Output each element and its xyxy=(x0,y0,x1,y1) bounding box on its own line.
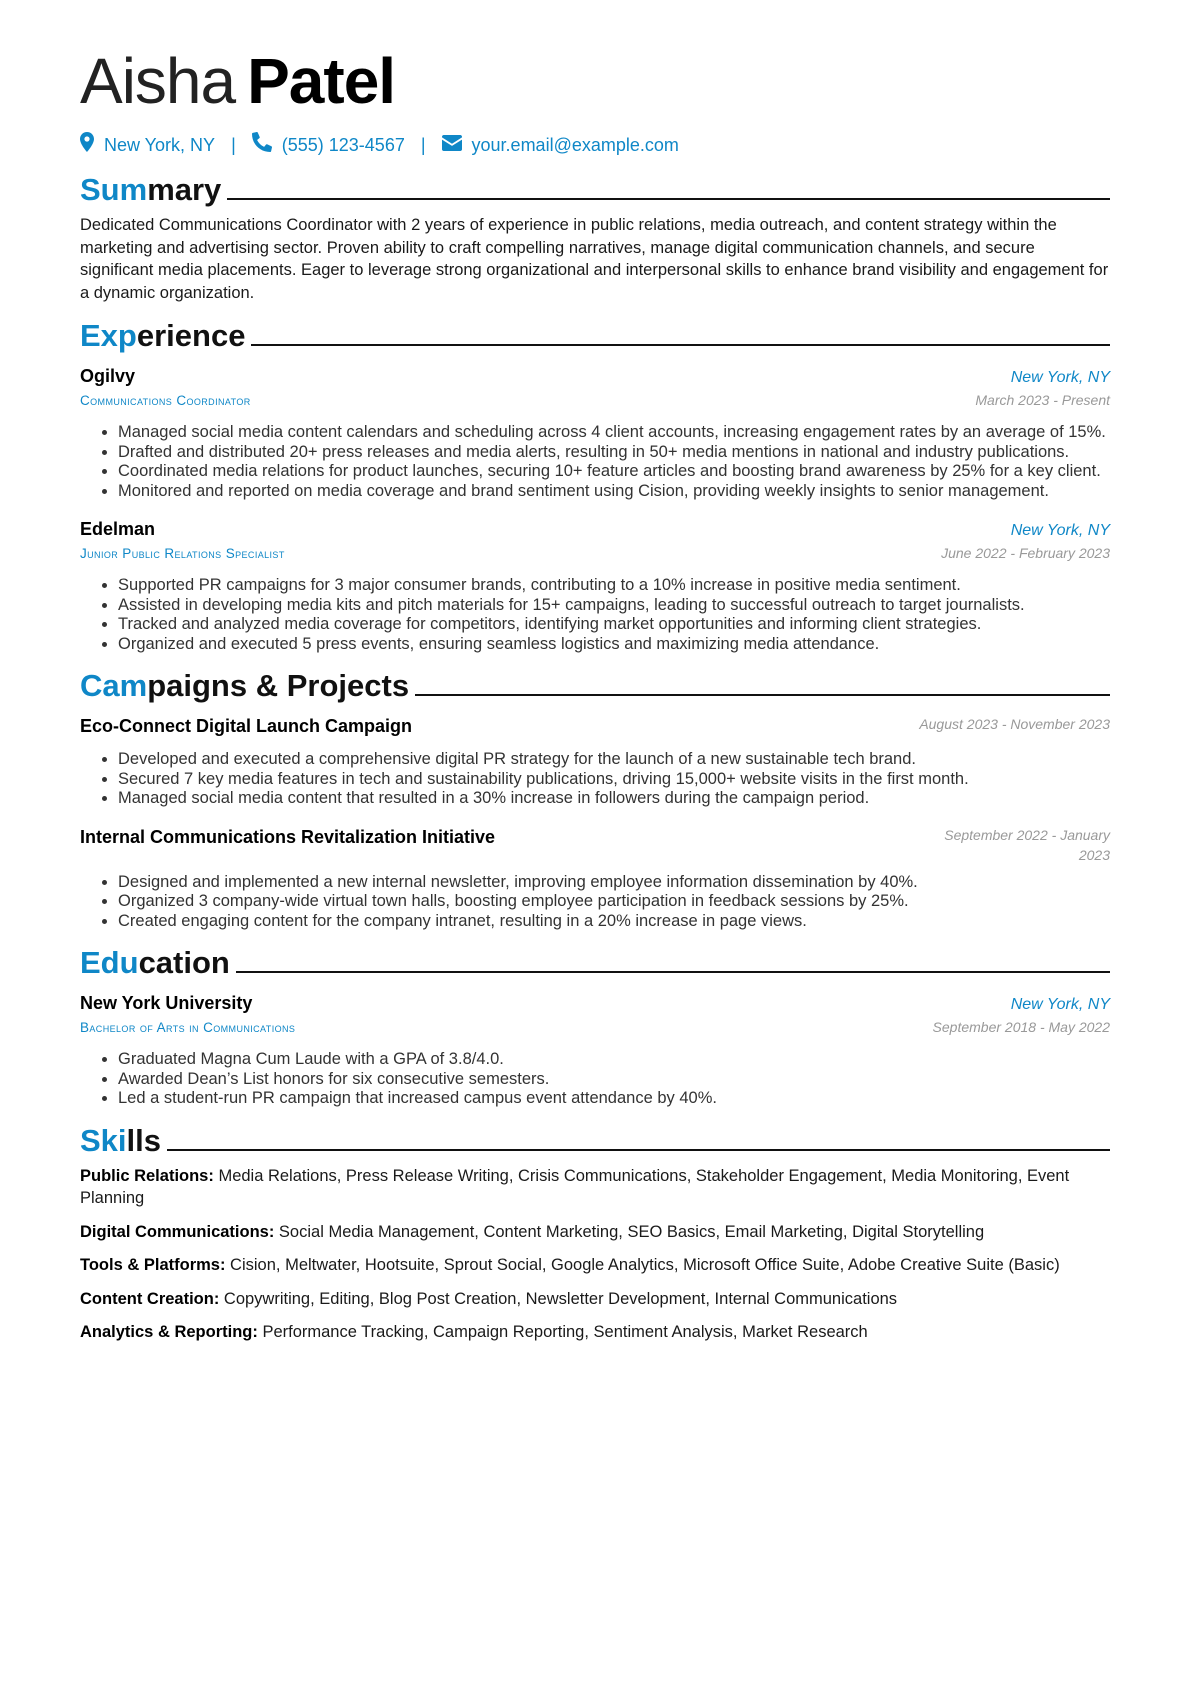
entry-location: New York, NY xyxy=(1010,522,1110,539)
skill-row: Tools & Platforms: Cision, Meltwater, Hootsuite, Sprout Social, Google Analytics, Microsoft Office Suite, Adobe Creative Suite (Basic) xyxy=(80,1256,1060,1274)
separator: | xyxy=(231,135,236,155)
separator: | xyxy=(420,135,426,155)
list-item: • Managed social media content calendars and scheduling across 4 client accounts, increasing engagement rates by an average of 15%. xyxy=(118,423,1110,443)
entry-dates: August 2023 - November 2023 xyxy=(919,716,1110,732)
section-title: Summary xyxy=(80,172,222,207)
entry-dates: September 2022 - January 2023 xyxy=(944,826,1110,863)
project-entry xyxy=(80,825,1110,932)
school-name: New York University xyxy=(80,993,253,1013)
list-item: • Graduated Magna Cum Laude with a GPA of 3.8/4.0. xyxy=(118,1050,1110,1070)
last-name: Patel xyxy=(247,45,396,117)
location-text: New York, NY xyxy=(104,135,216,155)
skills-list xyxy=(80,1165,1110,1344)
experience-entry xyxy=(80,364,1110,501)
list-item: • Assisted in developing media kits and pitch materials for 15+ campaigns, leading to successful outreach to target journalists. xyxy=(118,596,1110,616)
project-name: Internal Communications Revitalization Initiative xyxy=(80,826,496,847)
skill-row: Analytics & Reporting: Performance Tracking, Campaign Reporting, Sentiment Analysis, Market Research xyxy=(80,1323,868,1341)
candidate-name xyxy=(80,0,1110,116)
entry-location: New York, NY xyxy=(1010,996,1110,1013)
first-name: Aisha xyxy=(80,45,236,117)
bullet-list xyxy=(80,873,1110,932)
job-title: Communications Coordinator xyxy=(80,393,251,408)
list-item: • Coordinated media relations for product launches, securing 10+ feature articles and boosting brand awareness by 25% for a key client. xyxy=(118,462,1110,482)
list-item: • Drafted and distributed 20+ press releases and media alerts, resulting in 50+ media mentions in national and industry publications. xyxy=(118,443,1110,463)
list-item: • Designed and implemented a new internal newsletter, improving employee information dissemination by 40%. xyxy=(118,873,1110,893)
section-rule xyxy=(227,198,1110,200)
section-rule xyxy=(236,971,1110,973)
section-rule xyxy=(251,344,1110,346)
bullet-list xyxy=(80,576,1110,654)
list-item: • Organized 3 company-wide virtual town halls, boosting employee participation in feedback sessions by 25%. xyxy=(118,892,1110,912)
list-item: • Created engaging content for the company intranet, resulting in a 20% increase in page views. xyxy=(118,912,1110,932)
list-item: • Awarded Dean’s List honors for six consecutive semesters. xyxy=(118,1070,1110,1090)
project-name: Eco-Connect Digital Launch Campaign xyxy=(80,716,413,736)
bullet-list xyxy=(80,423,1110,501)
phone-icon xyxy=(252,132,272,159)
bullet-list xyxy=(80,750,1110,809)
section-title: Campaigns & Projects xyxy=(80,668,410,703)
section-header-experience xyxy=(80,314,1110,354)
list-item: • Developed and executed a comprehensive digital PR strategy for the launch of a new sustainable tech brand. xyxy=(118,750,1110,770)
section-header-skills xyxy=(80,1119,1110,1159)
list-item: • Organized and executed 5 press events, ensuring seamless logistics and maximizing media attendance. xyxy=(118,635,1110,655)
project-entry xyxy=(80,714,1110,809)
map-pin-icon xyxy=(80,132,94,159)
skill-row: Public Relations: Media Relations, Press Release Writing, Crisis Communications, Stakeholder Engagement, Media Monitoring, Event Planning xyxy=(80,1166,1070,1207)
degree: Bachelor of Arts in Communications xyxy=(80,1020,296,1035)
email-link[interactable]: your.email@example.com xyxy=(471,135,679,155)
section-title: Experience xyxy=(80,318,246,353)
phone-link[interactable]: (555) 123-4567 xyxy=(281,135,405,155)
entry-dates: June 2022 - February 2023 xyxy=(941,545,1110,561)
entry-location: New York, NY xyxy=(1010,369,1110,386)
list-item: • Secured 7 key media features in tech and sustainability publications, driving 15,000+ website visits in the first month. xyxy=(118,770,1110,790)
skill-row: Content Creation: Copywriting, Editing, Blog Post Creation, Newsletter Development, Internal Communications xyxy=(80,1289,898,1308)
list-item: • Managed social media content that resulted in a 30% increase in followers during the campaign period. xyxy=(118,789,1110,809)
experience-entry xyxy=(80,517,1110,654)
section-rule xyxy=(415,694,1110,696)
entry-dates: September 2018 - May 2022 xyxy=(932,1019,1110,1035)
list-item: • Led a student-run PR campaign that increased campus event attendance by 40%. xyxy=(118,1089,1110,1109)
section-rule xyxy=(167,1149,1110,1151)
contact-line xyxy=(80,132,1110,158)
entry-dates: March 2023 - Present xyxy=(975,392,1110,408)
employer-name: Ogilvy xyxy=(80,366,136,386)
section-header-education xyxy=(80,941,1110,981)
education-entry xyxy=(80,991,1110,1109)
summary-text: Dedicated Communications Coordinator with 2 years of experience in public relations, media outreach, and content strategy within the marketing and advertising sector. Proven ability to craft compelling narratives, manage digital communication channels, and secure significant media placements. Eager to leverage strong organizational and interpersonal skills to enhance brand visibility and engagement for a dynamic organization. xyxy=(80,216,1109,302)
list-item: • Supported PR campaigns for 3 major consumer brands, contributing to a 10% increase in positive media sentiment. xyxy=(118,576,1110,596)
list-item: • Monitored and reported on media coverage and brand sentiment using Cision, providing weekly insights to senior management. xyxy=(118,482,1110,502)
employer-name: Edelman xyxy=(80,519,156,539)
section-header-projects xyxy=(80,664,1110,704)
section-title: Skills xyxy=(80,1122,161,1158)
bullet-list xyxy=(80,1050,1110,1109)
section-header-summary xyxy=(80,168,1110,208)
envelope-icon xyxy=(442,132,462,158)
list-item: • Tracked and analyzed media coverage for competitors, identifying market opportunities and informing client strategies. xyxy=(118,615,1110,635)
skill-row: Digital Communications: Social Media Management, Content Marketing, SEO Basics, Email Marketing, Digital Storytelling xyxy=(80,1222,985,1241)
job-title: Junior Public Relations Specialist xyxy=(80,546,285,561)
section-title: Education xyxy=(80,945,230,980)
